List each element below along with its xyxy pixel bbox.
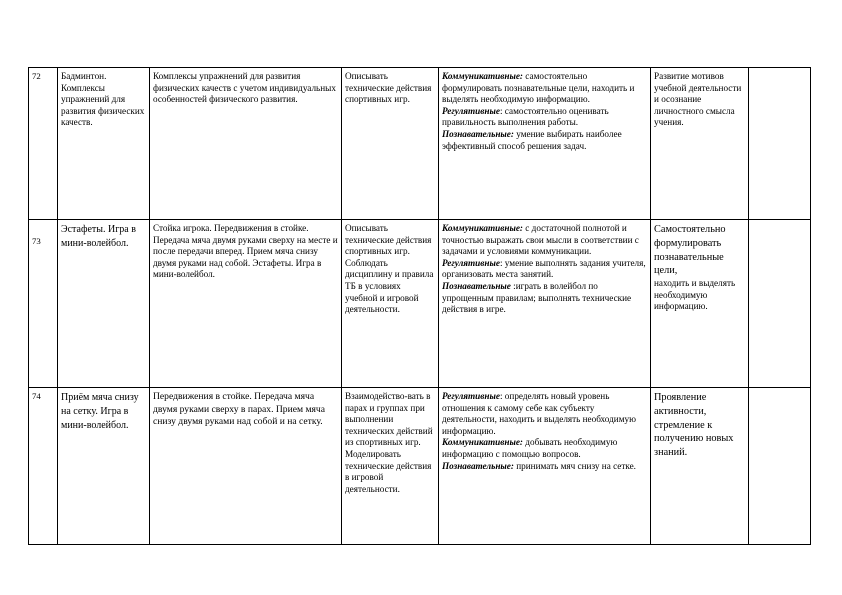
uud-text: :играть в волейбол по упрощенным правилам; выполнять технические действия в игре.: [442, 280, 632, 315]
uud-text: : умение выполнять задания учителя, организовать места занятий.: [442, 257, 646, 280]
learning-actions: [439, 220, 651, 388]
uud-text: добывать необходимую информацию с помощью вопросов.: [442, 437, 618, 459]
uud-text: : самостоятельно оценивать правильность выполнения работы.: [442, 105, 609, 128]
table-row: [29, 220, 811, 388]
uud-text: : определять новый уровень отношения к самому себе как субъекту деятельности, находить и выделять необходимую информацию.: [442, 391, 636, 436]
lesson-number: 74: [29, 388, 58, 545]
uud-text: принимать мяч снизу на сетке.: [513, 460, 636, 471]
uud-label: Познавательные:: [442, 460, 514, 471]
learning-actions: [439, 68, 651, 220]
uud-label: Регулятивные: [442, 257, 500, 268]
lesson-topic: Эстафеты. Игра в мини-волейбол.: [58, 220, 150, 388]
uud-text: самостоятельно формулировать познавательные цели, находить и выделять необходимую информацию.: [442, 71, 635, 105]
lesson-number: 73: [29, 220, 58, 388]
notes-cell: [749, 220, 811, 388]
student-activity: Взаимодейство-вать в парах и группах при выполнении технических действий из спортивных игр. Моделировать технические действия в игровой деятельности.: [342, 388, 439, 545]
personal-results: [651, 220, 749, 388]
uud-label: Познавательные: [442, 280, 511, 291]
lesson-content: Стойка игрока. Передвижения в стойке. Передача мяча двумя руками сверху на месте и после передачи вперед. Прием мяча снизу двумя руками над собой. Эстафеты. Игра в мини-волейбол.: [150, 220, 342, 388]
lesson-content: Передвижения в стойке. Передача мяча двумя руками сверху в парах. Прием мяча снизу двумя руками над собой и на сетку.: [150, 388, 342, 545]
lesson-topic: Бадминтон. Комплексы упражнений для развития физических качеств.: [58, 68, 150, 220]
uud-label: Регулятивные: [442, 105, 500, 116]
personal-results: [651, 388, 749, 545]
uud-label: Коммуникативные:: [442, 71, 523, 81]
notes-cell: [749, 388, 811, 545]
student-activity: Описывать технические действия спортивных игр.: [342, 68, 439, 220]
lesson-number: 72: [29, 68, 58, 220]
notes-cell: [749, 68, 811, 220]
personal-results-main: Проявление активности, стремление к получению новых знаний.: [654, 392, 734, 459]
personal-results-main: Самостоятельно формулировать познавательные цели,: [654, 224, 726, 277]
uud-text: умение выбирать наиболее эффективный способ решения задач.: [442, 128, 622, 151]
lesson-topic: Приём мяча снизу на сетку. Игра в мини-волейбол.: [58, 388, 150, 545]
personal-results-extra: находить и выделять необходимую информацию.: [654, 278, 736, 312]
learning-actions: [439, 388, 651, 545]
table-row: [29, 68, 811, 220]
table-row: [29, 388, 811, 545]
student-activity: Описывать технические действия спортивных игр. Соблюдать дисциплину и правила ТБ в условиях учебной и игровой деятельности.: [342, 220, 439, 388]
uud-text: с достаточной полнотой и точностью выражать свои мысли в соответствии с задачами и условиями коммуникации.: [442, 223, 639, 257]
uud-label: Регулятивные: [442, 391, 500, 401]
uud-label: Коммуникативные:: [442, 437, 523, 448]
uud-label: Познавательные:: [442, 128, 514, 139]
uud-label: Коммуникативные:: [442, 223, 523, 233]
lesson-content: Комплексы упражнений для развития физических качеств с учетом индивидуальных особенностей физического развития.: [150, 68, 342, 220]
lesson-plan-table: [28, 67, 811, 545]
personal-results: Развитие мотивов учебной деятельности и осознание личностного смысла учения.: [651, 68, 749, 220]
